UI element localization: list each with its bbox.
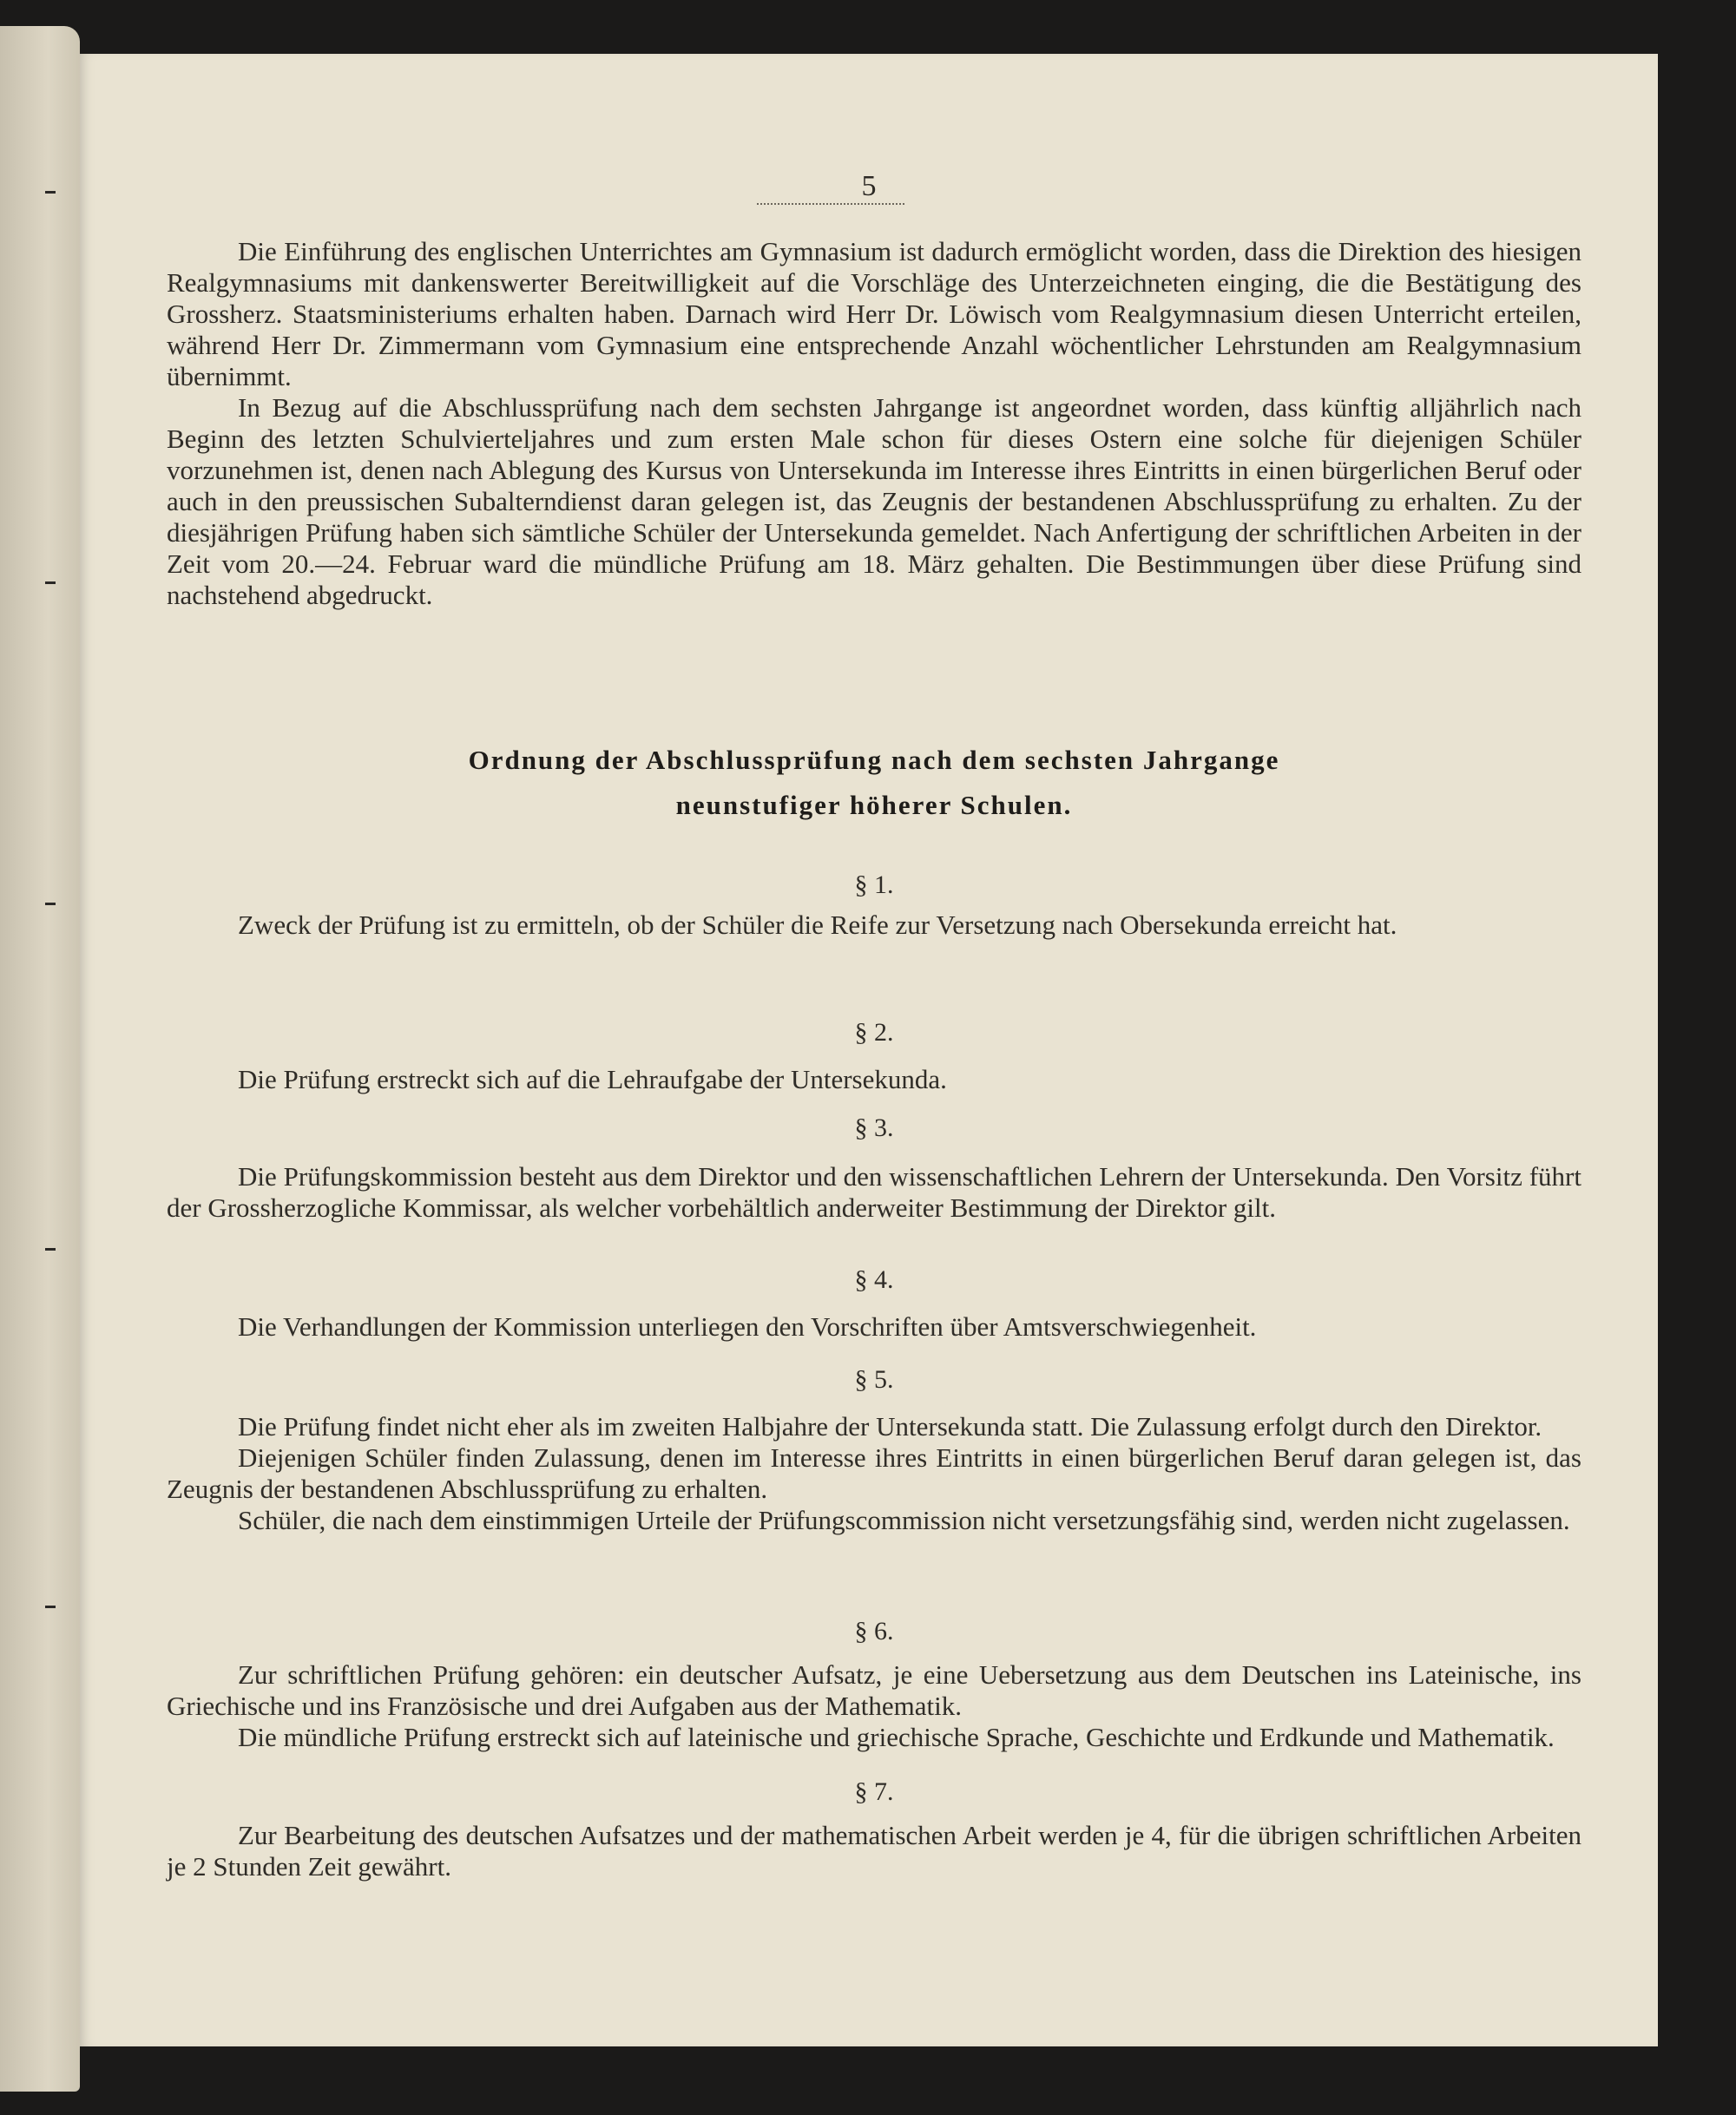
intro-text xyxy=(167,236,1581,611)
section-mark: § 1. xyxy=(854,870,894,899)
intro-paragraph-2: In Bezug auf die Abschlussprüfung nach dem sechsten Jahrgange ist angeordnet worden, dass künftig alljährlich nach Beginn des letzten Schulvierteljahres und zum ersten Male schon für dieses Ostern eine solche für diejenigen Schüler vorzunehmen ist, denen nach Ablegung des Kursus von Untersekunda im Interesse ihres Eintritts in einen bürgerlichen Beruf oder auch in den preussischen Subalterndienst daran gelegen ist, das Zeugnis der bestandenen Abschlussprüfung zu erhalten. Zu der diesjährigen Prüfung haben sich sämtliche Schüler der Untersekunda gemeldet. Nach Anfertigung der schriftlichen Arbeiten in der Zeit vom 20.—24. Februar ward die mündliche Prüfung am 18. März gehalten. Die Bestimmungen über diese Prüfung sind nachstehend abgedruckt. xyxy=(167,392,1581,610)
section-3-paragraph-1: Die Prüfungskommission besteht aus dem Direktor und den wissenschaftlichen Lehrern der Untersekunda. Den Vorsitz führt der Grossherzogliche Kommissar, als welcher vorbehältlich anderweiter Bestimmung der Direktor gilt. xyxy=(167,1161,1581,1223)
page-number-ornament xyxy=(757,203,904,205)
page-number: 5 xyxy=(861,170,877,202)
heading-line-1: Ordnung der Abschlussprüfung nach dem sechsten Jahrgange xyxy=(468,745,1280,775)
section-7 xyxy=(167,1777,1581,1882)
section-5-paragraph-2: Diejenigen Schüler finden Zulassung, denen im Interesse ihres Eintritts in einen bürgerlichen Beruf daran gelegen ist, das Zeugnis der bestandenen Abschlussprüfung zu erhalten. xyxy=(167,1442,1581,1504)
section-7-paragraph-1: Zur Bearbeitung des deutschen Aufsatzes und der mathematischen Arbeit werden je 4, für die übrigen schriftlichen Arbeiten je 2 Stunden Zeit gewährt. xyxy=(167,1820,1581,1882)
section-mark: § 7. xyxy=(854,1777,894,1806)
book-left-page-edge xyxy=(0,26,80,2092)
section-2-paragraph-1: Die Prüfung erstreckt sich auf die Lehraufgabe der Untersekunda. xyxy=(238,1064,947,1094)
binding-mark xyxy=(45,1248,56,1251)
section-mark: § 4. xyxy=(854,1265,894,1294)
section-5-paragraph-1: Die Prüfung findet nicht eher als im zweiten Halbjahre der Untersekunda statt. Die Zulassung erfolgt durch den Direktor. xyxy=(238,1411,1542,1442)
section-1-paragraph-1: Zweck der Prüfung ist zu ermitteln, ob der Schüler die Reife zur Versetzung nach Obersekunda erreicht hat. xyxy=(238,910,1397,940)
section-5-paragraph-3: Schüler, die nach dem einstimmigen Urteile der Prüfungscommission nicht versetzungsfähig sind, werden nicht zugelassen. xyxy=(238,1505,1570,1535)
document-page xyxy=(80,54,1658,2046)
section-6-paragraph-2: Die mündliche Prüfung erstreckt sich auf lateinische und griechische Sprache, Geschichte und Erdkunde und Mathematik. xyxy=(238,1722,1555,1752)
binding-mark xyxy=(45,1606,56,1608)
section-mark: § 5. xyxy=(854,1365,894,1394)
heading-line-2: neunstufiger höherer Schulen. xyxy=(675,790,1073,820)
section-mark: § 6. xyxy=(854,1617,894,1645)
intro-paragraph-1: Die Einführung des englischen Unterrichtes am Gymnasium ist dadurch ermöglicht worden, dass die Direktion des hiesigen Realgymnasiums mit dankenswerter Bereitwilligkeit auf die Vorschläge des Unterzeichneten einging, die die Bestätigung des Grossherz. Staatsministeriums erhalten haben. Darnach wird Herr Dr. Löwisch vom Realgymnasium diesen Unterricht erteilen, während Herr Dr. Zimmermann vom Gymnasium eine entsprechende Anzahl wöchentlicher Lehrstunden am Realgymnasium übernimmt. xyxy=(167,236,1581,391)
section-mark: § 3. xyxy=(854,1113,894,1142)
binding-mark xyxy=(45,903,56,905)
section-2 xyxy=(167,1017,1581,1095)
section-6-paragraph-1: Zur schriftlichen Prüfung gehören: ein deutscher Aufsatz, je eine Uebersetzung aus dem Deutschen ins Lateinische, ins Griechische und ins Französische und drei Aufgaben aus der Mathematik. xyxy=(167,1659,1581,1721)
section-4-paragraph-1: Die Verhandlungen der Kommission unterliegen den Vorschriften über Amtsverschwiegenheit. xyxy=(238,1311,1257,1342)
section-6 xyxy=(167,1616,1581,1753)
section-3 xyxy=(167,1113,1581,1224)
section-5 xyxy=(167,1364,1581,1536)
binding-mark xyxy=(45,191,56,194)
section-mark: § 2. xyxy=(854,1018,894,1047)
section-1 xyxy=(167,870,1581,941)
binding-mark xyxy=(45,581,56,584)
section-4 xyxy=(167,1264,1581,1343)
